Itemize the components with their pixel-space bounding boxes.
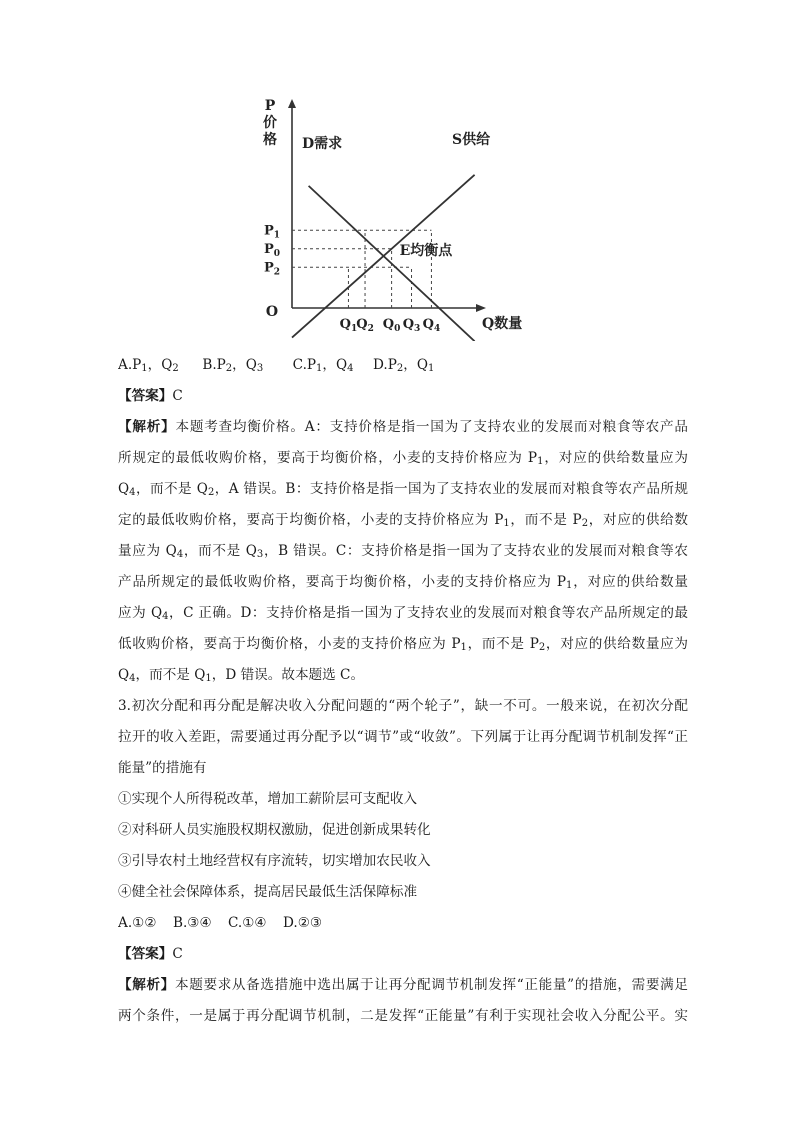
x-tick-label: $Q_2$ <box>356 317 374 334</box>
x-tick-label: $Q_1$ <box>339 317 358 334</box>
x-axis-arrow <box>476 304 486 312</box>
demand-label: D需求 <box>302 136 343 152</box>
analysis-q3-line-2: 两个条件，一是属于再分配调节机制，二是发挥“正能量”有利于实现社会收入分配公平。实 <box>118 1008 688 1024</box>
analysis-q2-line-1: 【解析】本题考查均衡价格。A：支持价格是指一国为了支持农业的发展而对粮食等农产品 <box>118 419 688 435</box>
answer-options-q2 <box>118 350 688 381</box>
supply-label: S供给 <box>452 132 491 148</box>
x-tick-label: $Q_3$ <box>402 317 421 334</box>
answer-value: C <box>172 946 183 962</box>
y-tick-label: $P_0$ <box>264 241 281 259</box>
option-b: B.P2，Q3 <box>202 357 264 374</box>
supply-demand-chart <box>250 96 550 341</box>
option-a: A.P1，Q2 <box>118 357 179 374</box>
analysis-q2-line-7: 应为 $Q_4$，C 正确。D：支持价格是指一国为了支持农业的发展而对粮食等农产品所规定的最 <box>118 605 688 622</box>
option-d: D.②③ <box>283 915 323 931</box>
y-tick-label: $P_2$ <box>264 260 281 278</box>
question-3-line-3: 能量”的措施有 <box>118 760 207 776</box>
analysis-q2-line-5: 量应为 $Q_4$，而不是 $Q_3$，B 错误。C：支持价格是指一国为了支持农业的发展而对粮食等农 <box>118 543 688 560</box>
question-3-item-3: ③引导农村土地经营权有序流转，切实增加农民收入 <box>118 853 431 869</box>
option-b: B.③④ <box>173 915 212 931</box>
analysis-q2-line-9: $Q_4$，而不是 $Q_1$，D 错误。故本题选 C。 <box>118 667 365 684</box>
option-d: D.P2，Q1 <box>372 357 435 374</box>
analysis-q2-line-4: 定的最低收购价格，要高于均衡价格，小麦的支持价格应为 $P_1$，而不是 $P_2$，对应的供给数 <box>118 512 688 529</box>
answer-q3 <box>118 939 688 970</box>
x-tick-label: $Q_0$ <box>382 317 401 334</box>
answer-options-q3 <box>118 908 688 939</box>
answer-q2 <box>118 381 688 412</box>
question-3-line-1: 3.初次分配和再分配是解决收入分配问题的“两个轮子”，缺一不可。一般来说，在初次分配 <box>118 698 688 714</box>
x-axis-label: Q数量 <box>482 316 523 332</box>
question-3-item-2: ②对科研人员实施股权期权激励，促进创新成果转化 <box>118 822 431 838</box>
option-a: A.①② <box>118 915 157 931</box>
answer-bracket: 【答案】 <box>118 388 173 404</box>
analysis-q3-line-1: 【解析】本题要求从备选措施中选出属于让再分配调节机制发挥“正能量”的措施，需要满足 <box>118 977 688 993</box>
question-3-line-2: 拉开的收入差距，需要通过再分配予以“调节”或“收敛”。下列属于让再分配调节机制发挥“正 <box>118 729 688 745</box>
answer-bracket: 【答案】 <box>118 946 173 962</box>
y-axis-arrow <box>288 99 296 108</box>
answer-value: C <box>172 388 183 404</box>
document-body <box>118 350 688 1032</box>
analysis-q2-line-8: 低收购价格，要高于均衡价格，小麦的支持价格应为 $P_1$，而不是 $P_2$，对应的供给数量应为 <box>118 636 688 653</box>
option-c: C.①④ <box>228 915 267 931</box>
x-tick-label: $Q_4$ <box>422 317 441 334</box>
option-c: C.P1，Q4 <box>292 357 354 374</box>
origin-label: O <box>265 304 279 320</box>
analysis-q2-line-2: 所规定的最低收购价格，要高于均衡价格，小麦的支持价格应为 $P_1$，对应的供给数量应为 <box>118 450 688 467</box>
y-axis-label-char: 价 <box>263 115 277 131</box>
analysis-q2-line-3: $Q_4$，而不是 $Q_2$，A 错误。B：支持价格是指一国为了支持农业的发展而对粮食等农产品所规 <box>118 481 688 498</box>
question-3-item-4: ④健全社会保障体系，提高居民最低生活保障标准 <box>118 884 418 900</box>
y-axis-label-char: 格 <box>263 132 277 148</box>
y-axis-label-char: P <box>264 98 276 114</box>
y-tick-label: $P_1$ <box>264 223 281 241</box>
question-3-item-1: ①实现个人所得税改革，增加工薪阶层可支配收入 <box>118 791 418 807</box>
equilibrium-label: E均衡点 <box>399 242 453 259</box>
analysis-q2-line-6: 产品所规定的最低收购价格，要高于均衡价格，小麦的支持价格应为 $P_1$，对应的供给数量 <box>118 574 688 591</box>
